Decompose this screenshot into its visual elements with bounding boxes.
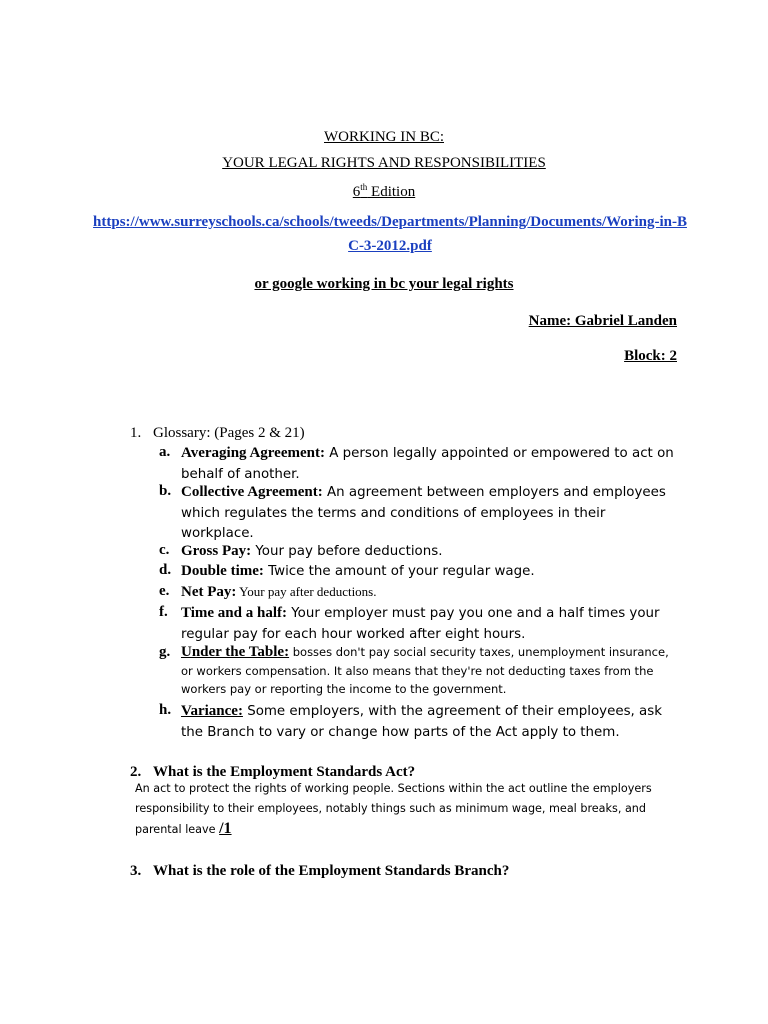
question-title: What is the Employment Standards Act? <box>153 764 416 780</box>
item-definition: bosses don't pay social security taxes, unemployment insurance, or workers compensation. It also means that they're not deducting taxes from the workers pay or reporting the income to the government. <box>181 645 669 696</box>
question-title: Glossary: (Pages 2 & 21) <box>153 425 305 441</box>
item-letter: g. <box>159 644 171 660</box>
item-letter: e. <box>159 583 170 599</box>
question-3-heading <box>130 862 509 880</box>
item-term: Net Pay: <box>181 584 237 600</box>
title-line-1: WORKING IN BC: <box>324 129 444 145</box>
item-term: Gross Pay: <box>181 543 252 559</box>
answer-text: An act to protect the rights of working people. Sections within the act outline the employers responsibility to their employees, notably things such as minimum wage, meal breaks, and parental leave <box>135 782 652 836</box>
item-term: Collective Agreement: <box>181 484 323 500</box>
question-number: 2. <box>130 764 142 780</box>
question-number: 1. <box>130 425 142 441</box>
edition-number: 6 <box>352 184 361 200</box>
glossary-item-d <box>159 561 679 582</box>
edition-word: Edition <box>367 184 416 200</box>
item-definition: Some employers, with the agreement of their employees, ask the Branch to vary or change how parts of the Act apply to them. <box>181 704 662 740</box>
item-definition: Twice the amount of your regular wage. <box>263 564 535 579</box>
item-definition: Your employer must pay you one and a half times your regular pay for each hour worked after eight hours. <box>181 606 660 642</box>
question-2-answer <box>135 779 695 840</box>
student-name: Name: Gabriel Landen <box>528 313 677 329</box>
item-term: Under the Table: <box>181 644 290 660</box>
edition-line <box>0 178 768 201</box>
item-letter: a. <box>159 444 171 460</box>
search-hint: or google working in bc your legal rights <box>254 276 514 292</box>
glossary-item-a <box>159 443 679 484</box>
glossary-item-g <box>159 643 679 699</box>
item-definition: An agreement between employers and employees which regulates the terms and conditions of employees in their workplace. <box>181 485 666 541</box>
item-term: Variance: <box>181 703 243 719</box>
glossary-item-e <box>159 582 679 603</box>
item-letter: c. <box>159 542 170 558</box>
document-link[interactable]: https://www.surreyschools.ca/schools/tweeds/Departments/Planning/Documents/Woring-in-BC-3-2012.pdf <box>93 214 687 254</box>
item-letter: h. <box>159 702 172 718</box>
item-letter: b. <box>159 483 172 499</box>
item-letter: f. <box>159 604 168 620</box>
item-term: Time and a half: <box>181 605 287 621</box>
glossary-item-c <box>159 541 679 562</box>
edition-superscript: th <box>360 182 368 192</box>
item-term: Averaging Agreement: <box>181 445 325 461</box>
glossary-item-f <box>159 603 679 644</box>
question-number: 3. <box>130 863 142 879</box>
item-term: Double time: <box>181 563 264 579</box>
score-mark: /1 <box>219 820 232 837</box>
item-definition: A person legally appointed or empowered to act on behalf of another. <box>181 446 674 482</box>
item-definition: Your pay before deductions. <box>251 544 443 559</box>
glossary-item-h <box>159 701 679 742</box>
student-block: Block: 2 <box>624 348 677 364</box>
item-letter: d. <box>159 562 172 578</box>
item-definition: Your pay after deductions. <box>236 584 377 599</box>
glossary-item-b <box>159 482 679 544</box>
question-title: What is the role of the Employment Standards Branch? <box>153 863 510 879</box>
title-line-2: YOUR LEGAL RIGHTS AND RESPONSIBILITIES <box>222 155 546 171</box>
question-1-heading <box>130 424 305 442</box>
